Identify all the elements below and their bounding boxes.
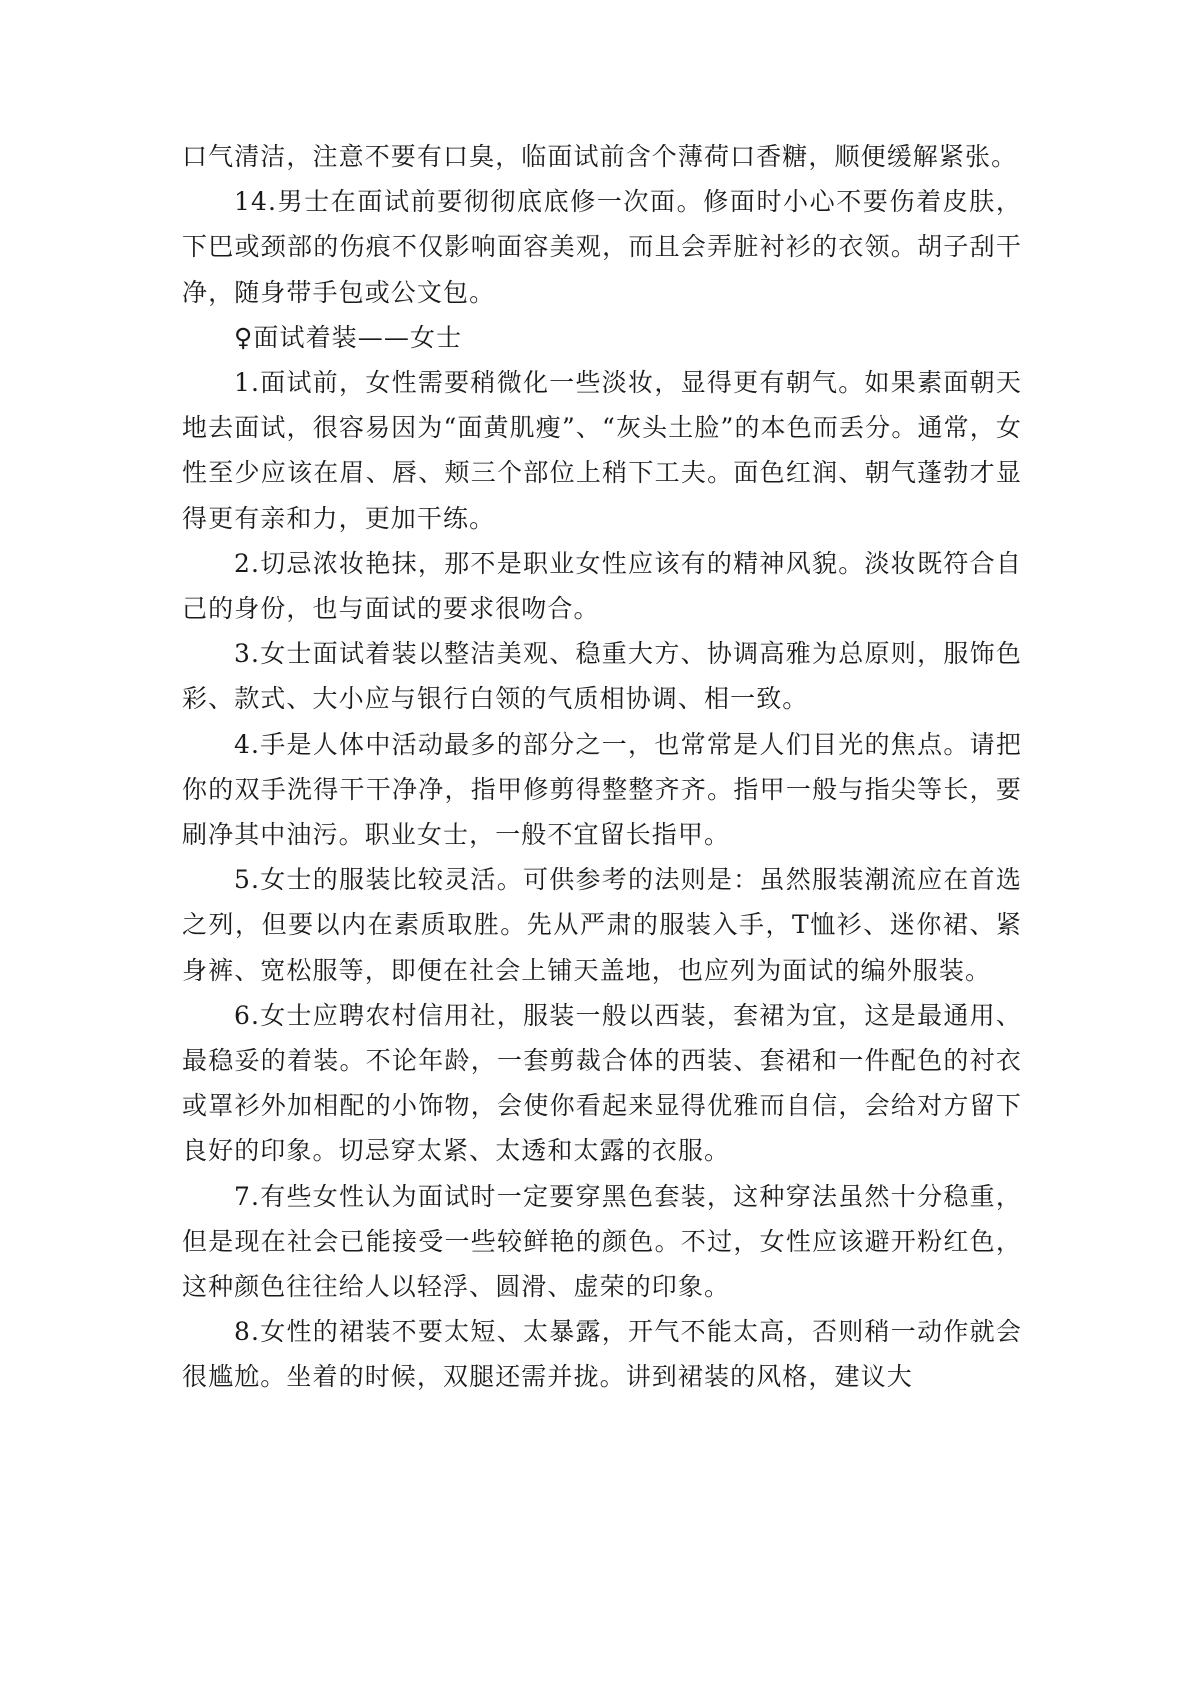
paragraph-item-6: 6.女士应聘农村信用社，服装一般以西装，套裙为宜，这是最通用、最稳妥的着装。不论年龄，一套剪裁合体的西装、套裙和一件配色的衬衣或罩衫外加相配的小饰物，会使你看起来显得优雅而自信，会给对方留下良好的印象。切忌穿太紧、太透和太露的衣服。: [182, 1000, 1022, 1166]
section-heading-women-attire: ♀面试着装——女士: [234, 322, 463, 352]
document-body: [182, 134, 1022, 1400]
paragraph-item-1: 1.面试前，女性需要稍微化一些淡妆，显得更有朝气。如果素面朝天地去面试，很容易因为“面黄肌瘦”、“灰头土脸”的本色而丢分。通常，女性至少应该在眉、唇、颊三个部位上稍下工夫。面色红润、朝气蓬勃才显得更有亲和力，更加干练。: [182, 368, 1022, 533]
paragraph-item-7: 7.有些女性认为面试时一定要穿黑色套装，这种穿法虽然十分稳重，但是现在社会已能接受一些较鲜艳的颜色。不过，女性应该避开粉红色，这种颜色往往给人以轻浮、圆滑、虚荣的印象。: [182, 1181, 1022, 1302]
paragraph-item-3: 3.女士面试着装以整洁美观、稳重大方、协调高雅为总原则，服饰色彩、款式、大小应与银行白领的气质相协调、相一致。: [182, 639, 1022, 714]
paragraph-2: 14.男士在面试前要彻彻底底修一次面。修面时小心不要伤着皮肤，下巴或颈部的伤痕不仅影响面容美观，而且会弄脏衬衫的衣领。胡子刮干净，随身带手包或公文包。: [182, 187, 1022, 307]
paragraph-item-5: 5.女士的服装比较灵活。可供参考的法则是：虽然服装潮流应在首选之列，但要以内在素质取胜。先从严肃的服装入手，T恤衫、迷你裙、紧身裤、宽松服等，即便在社会上铺天盖地，也应列为面试的编外服装。: [182, 865, 1022, 985]
paragraph-item-2: 2.切忌浓妆艳抹，那不是职业女性应该有的精神风貌。淡妆既符合自己的身份，也与面试的要求很吻合。: [182, 548, 1022, 624]
paragraph-item-4: 4.手是人体中活动最多的部分之一，也常常是人们目光的焦点。请把你的双手洗得干干净净，指甲修剪得整整齐齐。指甲一般与指尖等长，要刷净其中油污。职业女士，一般不宜留长指甲。: [182, 729, 1022, 850]
paragraph-1: 口气清洁，注意不要有口臭，临面试前含个薄荷口香糖，顺便缓解紧张。: [182, 142, 1018, 171]
paragraph-item-8: 8.女性的裙装不要太短、太暴露，开气不能太高，否则稍一动作就会很尴尬。坐着的时候，双腿还需并拢。讲到裙装的风格，建议大: [182, 1317, 1022, 1392]
